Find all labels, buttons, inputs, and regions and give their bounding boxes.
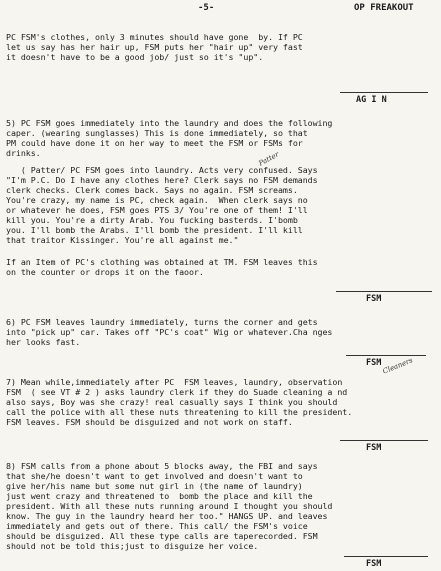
handwritten-note: Cleaners: [381, 356, 414, 376]
paragraph-line: that traitor Kissinger. You're all against me.": [6, 235, 239, 245]
paragraph-line: on the counter or drops it on the faoor.: [6, 267, 204, 277]
paragraph-line: clerk checks. Clerk comes back. Says no again. FSM screams.: [6, 185, 298, 195]
paragraph-line: FSM leaves. FSM should be disguized and not work on staff.: [6, 417, 293, 427]
paragraph-line: caper. (wearing sunglasses) This is done immediately, so that: [6, 128, 308, 138]
paragraph-line: give her/his name but some nut girl in (the name of laundry): [6, 481, 303, 491]
paragraph-line: You're crazy, my name is PC, check again. When clerk says no: [6, 195, 308, 205]
signoff-fsm: FSM: [366, 559, 382, 569]
paragraph-line: call the police with all these nuts threatening to kill the president.: [6, 407, 353, 417]
signoff-rule: [336, 291, 432, 292]
signoff-fsm: FSM: [366, 294, 382, 304]
document-title: OP FREAKOUT: [354, 3, 414, 13]
signoff-rule: [346, 355, 426, 356]
signoff-fsm: FSM: [366, 358, 382, 368]
paragraph-line: PM could have done it on her way to meet the FSM or FSMs for: [6, 138, 303, 148]
signoff-rule: [340, 92, 428, 93]
paragraph-line: If an Item of PC's clothing was obtained at TM. FSM leaves this: [6, 257, 318, 267]
paragraph-line: ( Patter/ PC FSM goes into laundry. Acts very confused. Says: [6, 165, 318, 175]
paragraph-line: should be disguized. All these type calls are taperecorded. FSM: [6, 531, 318, 541]
signoff-rule: [340, 440, 428, 441]
paragraph-line: 6) PC FSM leaves laundry immediately, turns the corner and gets: [6, 317, 318, 327]
paragraph-line: president. With all these nuts running around I thought you should: [6, 501, 333, 511]
paragraph-line: "I'm P.C. Do I have any clothes here? Clerk says no FSM demands: [6, 175, 318, 185]
paragraph-line: into "pick up" car. Takes off "PC's coat" Wig or whatever.Cha nges: [6, 327, 333, 337]
paragraph-line: 8) FSM calls from a phone about 5 blocks away, the FBI and says: [6, 461, 318, 471]
paragraph-line: immediately and gets out of there. This call/ the FSM's voice: [6, 521, 308, 531]
paragraph-line: also says, Boy was she crazy! real casually says I think you should: [6, 397, 338, 407]
paragraph-line: kill you. You're a dirty Arab. You fucking basterds. I'bomb: [6, 215, 298, 225]
page-number: -5-: [198, 3, 215, 13]
paragraph-line: her looks fast.: [6, 337, 81, 347]
paragraph-line: 7) Mean while,immediately after PC FSM leaves, laundry, observation: [6, 377, 343, 387]
paragraph-line: know. The guy in the laundry heard her too." HANGS UP. and leaves: [6, 511, 328, 521]
paragraph-line: or whatever he does, FSM goes PTS 3/ You're one of them! I'll: [6, 205, 308, 215]
paragraph-line: FSM ( see VT # 2 ) asks laundry clerk if they do Suade cleaning a nd: [6, 387, 348, 397]
paragraph-line: drinks.: [6, 148, 41, 158]
signoff-fsm: FSM: [366, 443, 382, 453]
handwritten-note: Patter: [257, 150, 281, 168]
paragraph-line: should not be told this;just to disguize her voice.: [6, 541, 259, 551]
paragraph-line: 5) PC FSM goes immediately into the laundry and does the following: [6, 118, 333, 128]
paragraph-line: PC FSM's clothes, only 3 minutes should have gone by. If PC: [6, 32, 303, 42]
paragraph-line: just went crazy and threatened to bomb the place and kill the: [6, 491, 313, 501]
paragraph-line: you. I'll bomb the Arabs. I'll bomb the president. I'll kill: [6, 225, 303, 235]
signoff-again: AG I N: [356, 95, 387, 105]
paragraph-line: let us say has her hair up, FSM puts her "hair up" very fast: [6, 42, 303, 52]
paragraph-line: that she/he doesn't want to get involved and doesn't want to: [6, 471, 303, 481]
paragraph-line: it doesn't have to be a good job/ just so it's "up".: [6, 52, 264, 62]
signoff-rule: [344, 556, 428, 557]
